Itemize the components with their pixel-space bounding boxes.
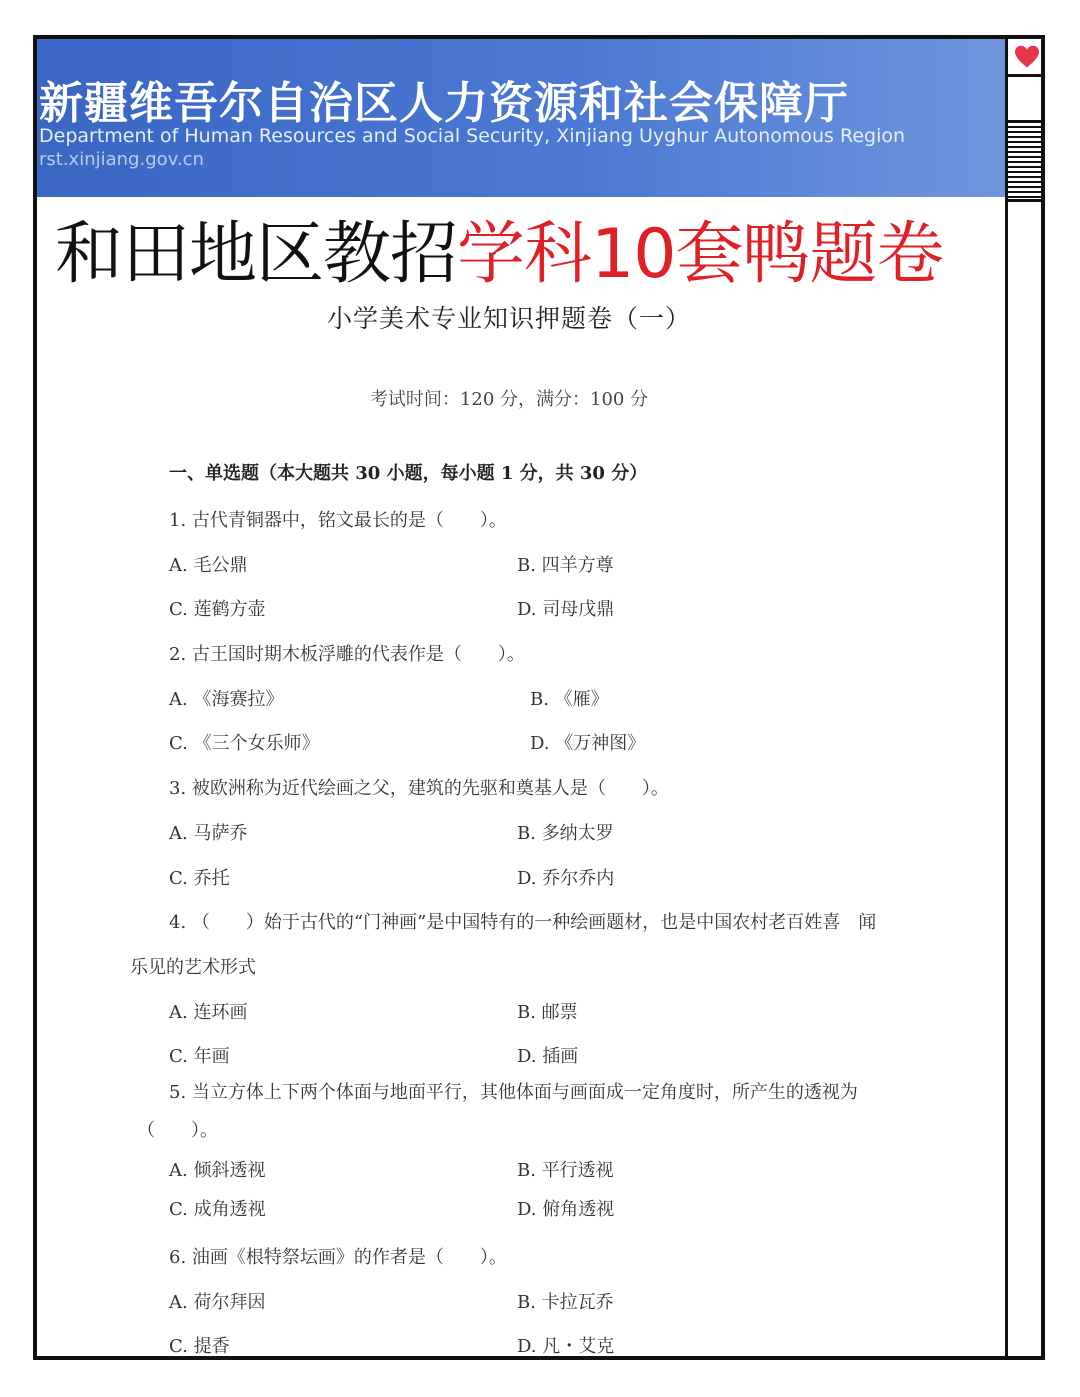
option-c: C. 年画 [169, 1046, 230, 1067]
banner-title [55, 215, 944, 295]
option-a: A. 毛公鼎 [169, 555, 248, 576]
option-b: B. 《雁》 [530, 689, 609, 710]
option-d: D. 《万神图》 [530, 733, 646, 754]
option-a: A. 《海赛拉》 [169, 689, 284, 710]
question-stem: 5. 当立方体上下两个体面与地面平行，其他体面与画面成一定角度时，所产生的透视为 [169, 1082, 858, 1103]
option-d: D. 司母戊鼎 [517, 599, 615, 620]
option-b: B. 四羊方尊 [517, 555, 614, 576]
option-d: D. 凡・艾克 [517, 1336, 615, 1357]
option-c: C. 《三个女乐师》 [169, 733, 320, 754]
question-stem: 3. 被欧洲称为近代绘画之父，建筑的先驱和奠基人是（ ）。 [169, 778, 669, 799]
document-frame [33, 35, 1045, 1360]
ministry-url: rst.xinjiang.gov.cn [39, 149, 204, 170]
banner-title-black: 和田地区教招 [55, 215, 458, 294]
option-a: A. 连环画 [169, 1002, 248, 1023]
banner-title-red: 学科10套鸭题卷 [457, 215, 944, 294]
question-stem: 4. （ ）始于古代的“门神画”是中国特有的一种绘画题材，也是中国农村老百姓喜 闻 [169, 912, 877, 933]
exam-info: 考试时间：120 分，满分：100 分 [369, 389, 649, 410]
option-c: C. 乔托 [169, 868, 230, 889]
option-a: A. 荷尔拜因 [169, 1292, 266, 1313]
paper-subtitle: 小学美术专业知识押题卷（一） [326, 304, 691, 333]
option-b: B. 邮票 [517, 1002, 578, 1023]
section-heading: 一、单选题（本大题共 30 小题，每小题 1 分，共 30 分） [169, 463, 648, 484]
question-stem: 1. 古代青铜器中，铭文最长的是（ ）。 [169, 510, 507, 531]
option-b: B. 平行透视 [517, 1160, 614, 1181]
option-b: B. 卡拉瓦乔 [517, 1292, 614, 1313]
side-lines-box [1008, 126, 1045, 202]
option-d: D. 俯角透视 [517, 1199, 615, 1220]
option-a: A. 马萨乔 [169, 823, 248, 844]
side-strip [1005, 39, 1045, 1360]
ministry-header [37, 39, 1005, 197]
option-d: D. 插画 [517, 1046, 579, 1067]
ministry-title-cn: 新疆维吾尔自治区人力资源和社会保障厅 [39, 78, 849, 129]
heart-icon [1014, 45, 1040, 69]
side-blank-box [1008, 77, 1045, 123]
favorite-box[interactable] [1008, 39, 1045, 77]
option-b: B. 多纳太罗 [517, 823, 614, 844]
option-c: C. 成角透视 [169, 1199, 266, 1220]
option-c: C. 提香 [169, 1336, 230, 1357]
question-stem: 6. 油画《根特祭坛画》的作者是（ ）。 [169, 1247, 507, 1268]
option-a: A. 倾斜透视 [169, 1160, 266, 1181]
question-stem-continued: 乐见的艺术形式 [130, 957, 256, 978]
option-d: D. 乔尔乔内 [517, 868, 615, 889]
option-c: C. 莲鹤方壶 [169, 599, 266, 620]
ministry-title-en: Department of Human Resources and Social Security, Xinjiang Uyghur Autonomous Region [39, 125, 906, 147]
question-stem-continued: （ ）。 [137, 1120, 218, 1141]
question-stem: 2. 古王国时期木板浮雕的代表作是（ ）。 [169, 644, 525, 665]
